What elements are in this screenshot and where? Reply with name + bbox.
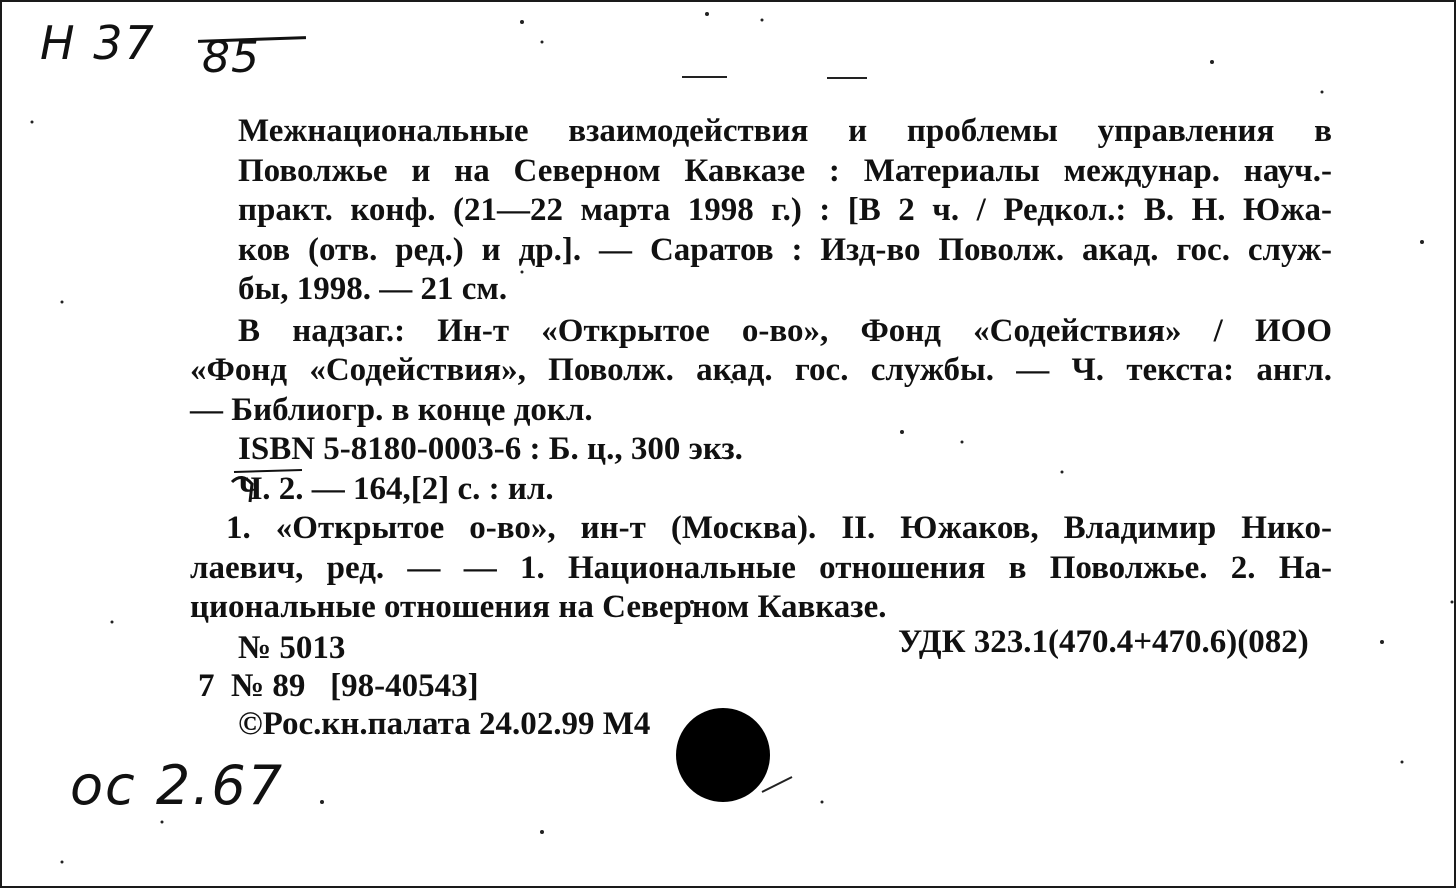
description-line-4: ков (отв. ред.) и др.]. — Саратов : Изд-во Поволж. акад. гос. служ- — [238, 231, 1332, 268]
record-body — [190, 112, 1332, 628]
handwritten-shelfmark: Н 37 — [40, 16, 156, 70]
isbn-line: ISBN 5-8180-0003-6 : Б. ц., 300 экз. — [238, 431, 743, 467]
subject-line-2: лаевич, ред. — — 1. Национальные отношения в Поволжье. 2. На- — [190, 549, 1332, 586]
punch-hole — [676, 708, 770, 802]
note-line-1: В надзаг.: Ин-т «Открытое о-во», Фонд «Содействия» / ИОО — [238, 312, 1332, 349]
description-paragraph — [190, 112, 1332, 310]
subjects-paragraph — [190, 509, 1332, 628]
description-line-2: Поволжье и на Северном Кавказе : Материалы междунар. науч.- — [238, 152, 1332, 189]
subject-line-3: циональные отношения на Северном Кавказе. — [190, 589, 887, 625]
description-line-1: Межнациональные взаимодействия и проблемы управления в — [238, 113, 1332, 149]
handwritten-denominator: 85 — [202, 32, 260, 83]
notes-paragraph — [190, 312, 1332, 431]
subject-line-1: 1. «Открытое о-во», ин-т (Москва). II. Южаков, Владимир Нико- — [226, 510, 1332, 546]
part-line: Ч. 2. — 164,[2] с. : ил. — [238, 470, 554, 507]
registration-number: № 5013 — [238, 630, 346, 666]
card-number-line: 7 № 89 [98-40543] — [198, 668, 479, 704]
note-line-3: — Библиогр. в конце докл. — [190, 391, 593, 428]
note-line-2: «Фонд «Содействия», Поволж. акад. гос. службы. — Ч. текста: англ. — [190, 352, 1332, 388]
udk-classification: УДК 323.1(470.4+470.6)(082) — [898, 624, 1309, 660]
handwritten-call-number: ос 2.67 — [70, 754, 285, 817]
copyright-line: ©Рос.кн.палата 24.02.99 М4 — [238, 706, 651, 742]
description-line-5: бы, 1998. — 21 см. — [238, 271, 508, 307]
description-line-3: практ. конф. (21—22 марта 1998 г.) : [В 2 ч. / Редкол.: В. Н. Южа- — [238, 192, 1332, 228]
